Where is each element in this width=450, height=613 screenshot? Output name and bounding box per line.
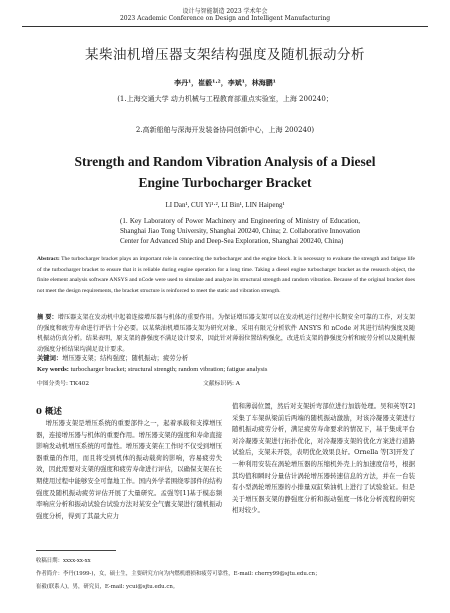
conference-name-en: 2023 Academic Conference on Design and Intelligent Manufacturing — [119, 15, 331, 22]
body-paragraph: 值和薄弱位置，然后对支架折弯部位进行加筋处理。吴和英等[2]采集了车架纵梁前后两端的随机振动激励，对该冷凝器支架进行随机振动疲劳分析，满足疲劳寿命要求的情况下，基于集成平台对冷凝器支架进行拓扑优化，对冷凝器支架的优化方案进行道路试验后，支架未开裂，表明优化效果良好。Ornella 等[3]开发了一种利用安装在涡轮增压器的压缩机外壳上的加速度信号，根据其均值和瞬时分量估计涡轮增压器转速信息的方法，并在一台装有小型涡轮增压器的小排量双缸柴油机上进行了试验验证。但是关于增压器支架的静强度分析和振动强度一体化分析流程的研究相对较少。 — [232, 402, 415, 515]
paper-title-en — [0, 151, 450, 193]
footnote-corresponding-author: 崔毅(联系人)，男，研究员，E-mail: ycui@sjtu.edu.cn。 — [36, 584, 179, 590]
body-column-right — [232, 401, 415, 517]
abstract-cn — [37, 313, 415, 355]
keywords-en-label: Key words: — [37, 366, 69, 373]
authors-cn: 李丹¹，崔毅¹·²，李斌¹，林海鹏¹ — [174, 78, 276, 87]
abstract-en — [37, 254, 415, 296]
affiliation-cn-2: 2.高新船舶与深海开发装备协同创新中心，上海 200240) — [135, 126, 315, 134]
paper-title-en-line2: Engine Turbocharger Bracket — [138, 175, 312, 190]
header-divider — [22, 26, 428, 27]
abstract-cn-text: 增压器支架在发动机中起着连接增压器与机体的重要作用。为保证增压器支架可以在发动机运行过程中长期安全可靠的工作，对支架的强度和疲劳寿命进行评估十分必要。以某柴油机增压器支架为研究对象，采用有限元分析软件 ANSYS 和 nCode 对其进行结构强度及随机振动仿真分析。结果表明，原支架的静强度不满足设计要求，因此针对薄弱位置结构强化，改进后支架的静强度分析和疲劳分析以及随机振动强度分析结果均满足设计要求。 — [37, 314, 416, 353]
footnote-received-date: 收稿日期：xxxx-xx-xx — [36, 558, 91, 564]
abstract-en-label: Abstract: — [37, 256, 60, 262]
paper-title-en-line1: Strength and Random Vibration Analysis of a Diesel — [74, 154, 376, 169]
keywords-en — [37, 366, 415, 373]
classification-number: 中图分类号: TK402 — [37, 381, 90, 387]
classification-row — [37, 378, 415, 387]
keywords-cn-label: 关键词： — [37, 355, 63, 362]
abstract-cn-label: 摘 要： — [37, 314, 58, 321]
affiliation-en: (1. Key Laboratory of Power Machinery and Engineering of Ministry of Education, Shanghai Jiao Tong University, Shanghai 200240, China; 2. Collaborative Innovation Center for Advanced Ship and Deep-Sea Exploration, Shanghai 200240, China) — [120, 217, 360, 245]
section-heading: 0 概述 — [36, 407, 62, 417]
footnote-author-bio: 作者简介：李丹(1999-)，女，硕士生，主要研究方向为内燃机磨损和疲劳可靠性，E-mail: cherry99@sjtu.edu.cn； — [36, 571, 321, 577]
body-paragraph: 增压器支架是增压系统的重要部件之一，起着承载和支撑增压器，连接增压器与机体的重要作用。增压器支架的强度和寿命直接影响发动机增压系统的可靠性。增压器支架在工作时不仅受到增压器重量的作用，而且将受到机体的振动载荷的影响，容易疲劳失效，因此需要对支架的强度和疲劳寿命进行评估，以确保支架在长期使用过程中能够安全可靠地工作。国内外学者围绕零部件的结构强度及随机振动疲劳评估开展了大量研究。孟强等[1]基于模态频率响应分析和振动试验台试验方法对某安全气囊支架进行随机振动强度分析，得到了其最大应力 — [36, 419, 222, 520]
document-code: 文献标识码: A — [203, 381, 240, 387]
footnote-divider — [36, 550, 116, 551]
authors-en: LI Dan¹, CUI Yi¹·², LI Bin¹, LIN Haipeng¹ — [165, 201, 285, 209]
keywords-en-text: turbocharger bracket; structural strength; random vibration; fatigue analysis — [70, 366, 268, 373]
body-column-left — [36, 418, 222, 522]
keywords-cn — [37, 353, 415, 362]
paper-title-cn: 某柴油机增压器支架结构强度及随机振动分析 — [85, 47, 365, 63]
affiliation-cn-1: (1.上海交通大学 动力机械与工程教育部重点实验室，上海 200240； — [117, 95, 333, 103]
keywords-cn-text: 增压器支架；结构强度；随机振动；疲劳分析 — [62, 355, 189, 362]
abstract-en-text: The turbocharger bracket plays an important role in connecting the turbocharger and the engine block. It is necessary to evaluate the strength and fatigue life of the turbocharger bracket to ensure that it is reliable during engine operation for a long time. Taking a diesel engine turbocharger bracket as the research object, the finite element analysis software ANSYS and nCode were used to simulate and analyze its structural strength and random vibration. Because of the original bracket does not meet the design requirements, the bracket structure is reinforced to meet the static and vibration strength. — [37, 256, 415, 294]
conference-name-cn: 设计与智能制造 2023 学术年会 — [182, 8, 268, 15]
